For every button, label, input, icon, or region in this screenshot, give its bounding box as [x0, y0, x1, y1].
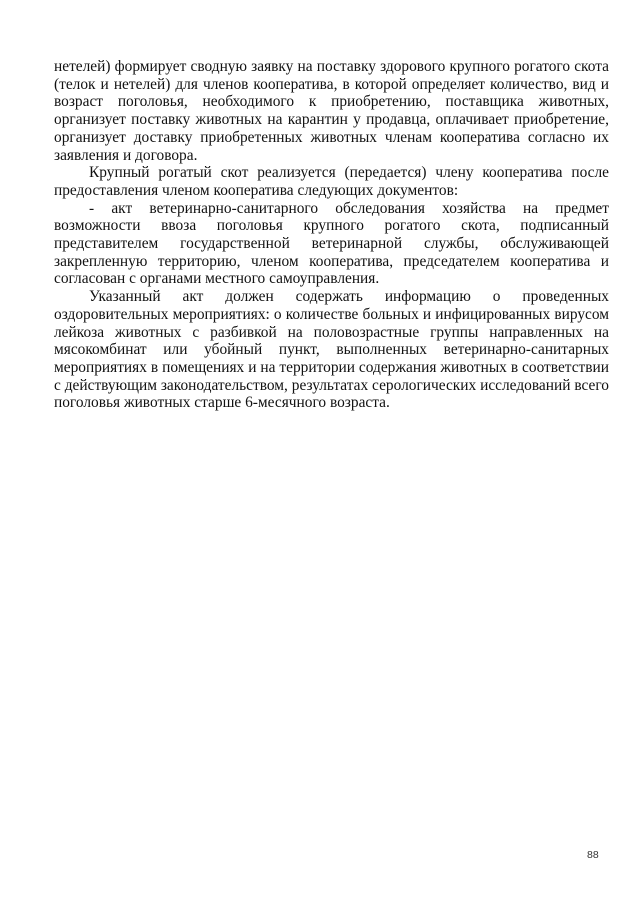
paragraph-order-process: нетелей) формирует сводную заявку на поставку здорового крупного рогатого скота (телок и нетелей) для членов кооператива, в которой определяет количество, вид и возраст поголовья, необходимого к приобретению, поставщика животных, организует поставку животных на карантин у продавца, оплачивает приобретение, организует доставку приобретенных животных членам кооператива согласно их заявления и договора.: [54, 58, 609, 164]
page-number: 88: [587, 849, 599, 861]
paragraph-veterinary-act: - акт ветеринарно-санитарного обследования хозяйства на предмет возможности ввоза поголовья крупного рогатого скота, подписанный представителем государственной ветеринарной службы, обслуживающей закрепленную территорию, членом кооператива, председателем кооператива и согласован с органами местного самоуправления.: [54, 199, 609, 288]
paragraph-act-contents: Указанный акт должен содержать информацию о проведенных оздоровительных мероприятиях: о количестве больных и инфицированных вирусом лейкоза животных с разбивкой на половозрастные группы направленных на мясокомбинат или убойный пункт, выполненных ветеринарно-санитарных мероприятиях в помещениях и на территории содержания животных в соответствии с действующим законодательством, результатах серологических исследований всего поголовья животных старше 6-месячного возраста.: [54, 288, 609, 412]
document-body: [54, 58, 609, 412]
paragraph-transfer-conditions: Крупный рогатый скот реализуется (передается) члену кооператива после предоставления членом кооператива следующих документов:: [54, 164, 609, 199]
